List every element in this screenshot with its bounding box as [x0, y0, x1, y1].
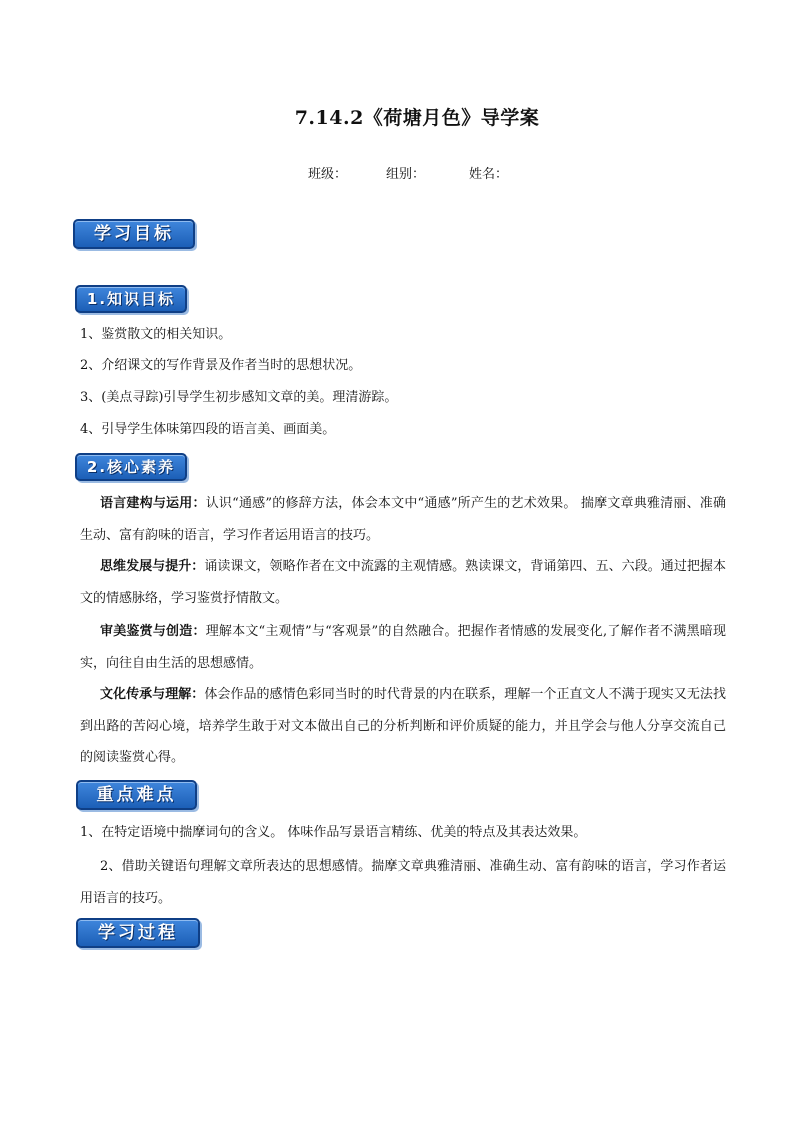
core-item-aesthetics [80, 616, 726, 679]
core-item-text: 诵读课文，领略作者在文中流露的主观情感。熟读课文，背诵第四、五、六段。通过把握本文的情感脉络，学习鉴赏抒情散文。 [80, 559, 726, 606]
section-badge-process: 学习过程 [76, 918, 200, 948]
core-item-culture [80, 679, 726, 774]
group-label: 组别： [386, 167, 426, 182]
key-item: 1、在特定语境中揣摩词句的含义。 体味作品写景语言精练、优美的特点及其表达效果。 [80, 825, 587, 840]
core-item-lead: 文化传承与理解： [100, 687, 205, 702]
section-badge-goals: 学习目标 [73, 219, 195, 249]
page-title: 7.14.2《荷塘月色》导学案 [294, 107, 540, 129]
core-item-text: 体会作品的感情色彩同当时的时代背景的内在联系，理解一个正直文人不满于现实又无法找到出路的苦闷心境，培养学生敢于对文本做出自己的分析判断和评价质疑的能力，并且学会与他人分享交流自己的阅读鉴赏心得。 [80, 687, 726, 765]
core-item-lead: 语言建构与运用： [100, 496, 206, 511]
core-item-lead: 思维发展与提升： [100, 559, 205, 574]
name-label: 姓名： [469, 167, 509, 182]
key-item: 2、借助关键语句理解文章所表达的思想感情。揣摩文章典雅清丽、准确生动、富有韵味的语言，学习作者运用语言的技巧。 [80, 859, 726, 906]
core-item-text: 理解本文“主观情”与“客观景”的自然融合。把握作者情感的发展变化,了解作者不满黑暗现实，向往自由生活的思想感情。 [80, 624, 726, 671]
core-item-text: 认识“通感”的修辞方法，体会本文中“通感”所产生的艺术效果。 揣摩文章典雅清丽、准确生动、富有韵味的语言，学习作者运用语言的技巧。 [80, 496, 726, 543]
knowledge-item: 1、鉴赏散文的相关知识。 [80, 327, 232, 342]
core-item-lead: 审美鉴赏与创造： [100, 624, 206, 639]
core-item-language [80, 488, 726, 551]
knowledge-item: 4、引导学生体味第四段的语言美、画面美。 [80, 422, 336, 437]
section-badge-key-points: 重点难点 [76, 780, 197, 810]
core-item-thinking [80, 551, 726, 614]
section-badge-knowledge: 1.知识目标 [75, 285, 187, 313]
class-label: 班级： [308, 167, 348, 182]
section-badge-core: 2.核心素养 [75, 453, 187, 481]
knowledge-item: 2、介绍课文的写作背景及作者当时的思想状况。 [80, 358, 362, 373]
knowledge-item: 3、(美点寻踪)引导学生初步感知文章的美。理清游踪。 [80, 390, 398, 405]
